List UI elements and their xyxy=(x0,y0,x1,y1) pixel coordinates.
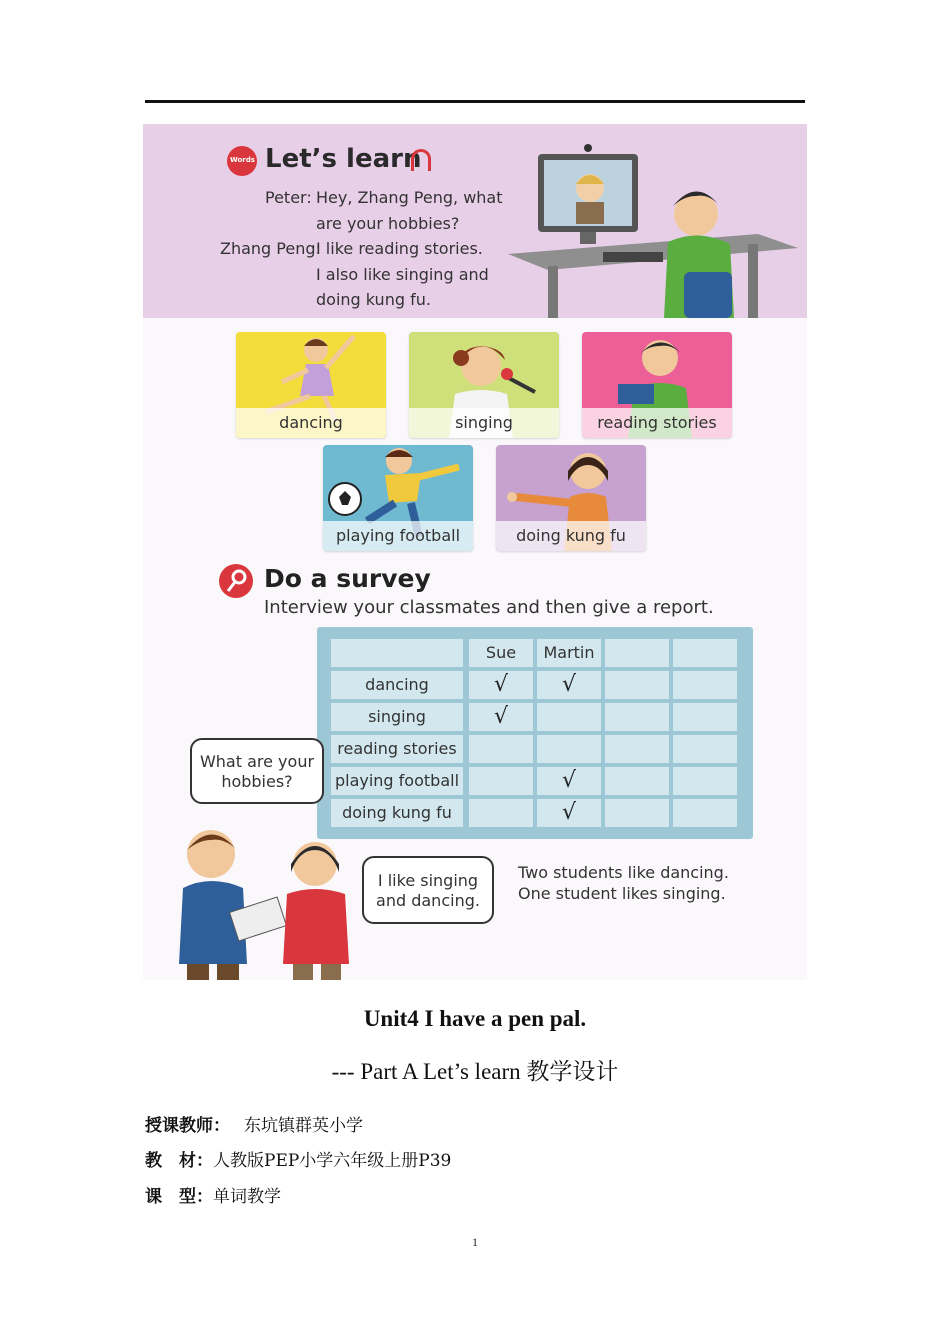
header-rule xyxy=(145,100,805,103)
hobby-card-singing xyxy=(409,332,559,438)
table-empty-cell xyxy=(605,735,669,763)
table-empty-cell xyxy=(673,735,737,763)
table-row-label: reading stories xyxy=(331,735,463,763)
table-empty-cell xyxy=(673,671,737,699)
bubble-line: What are your xyxy=(199,752,315,771)
table-empty-cell xyxy=(605,799,669,827)
table-row-label: playing football xyxy=(331,767,463,795)
meta-value: 单词教学 xyxy=(213,1187,281,1207)
document-subtitle: --- Part A Let’s learn 教学设计 xyxy=(331,1059,619,1084)
table-check-cell: √ xyxy=(537,767,601,795)
hobby-card-label: dancing xyxy=(236,408,386,438)
lets-learn-band xyxy=(143,124,807,318)
table-check-cell: √ xyxy=(537,671,601,699)
bubble-line: I like singing xyxy=(377,871,479,890)
dialogue-line: I like reading stories. xyxy=(316,239,483,258)
table-check-cell xyxy=(537,703,601,731)
table-empty-cell xyxy=(673,703,737,731)
hobby-card-label: playing football xyxy=(323,521,473,551)
lets-learn-title: Let’s learn xyxy=(265,144,422,174)
hobby-card-label: reading stories xyxy=(582,408,732,438)
meta-value: 东坑镇群英小学 xyxy=(244,1116,363,1136)
table-check-cell xyxy=(537,735,601,763)
table-header-sue: Sue xyxy=(469,639,533,667)
table-empty-cell xyxy=(605,671,669,699)
headphones-icon xyxy=(411,149,431,171)
dialogue-line: I also like singing and xyxy=(316,265,489,284)
hobby-card-playing-football xyxy=(323,445,473,551)
bubble-line: hobbies? xyxy=(221,772,293,791)
document-title: Unit4 I have a pen pal. xyxy=(363,1006,587,1031)
meta-label: 课 型： xyxy=(145,1187,213,1207)
table-check-cell: √ xyxy=(469,671,533,699)
computer-desk-illustration xyxy=(508,144,798,318)
table-check-cell xyxy=(469,735,533,763)
table-check-cell xyxy=(469,799,533,827)
table-row-label: doing kung fu xyxy=(331,799,463,827)
report-line: One student likes singing. xyxy=(518,884,726,903)
microphone-icon xyxy=(219,564,253,598)
hobby-card-label: doing kung fu xyxy=(496,521,646,551)
table-row-label: singing xyxy=(331,703,463,731)
hobby-card-doing-kung-fu xyxy=(496,445,646,551)
table-empty-cell xyxy=(605,767,669,795)
dialogue-speaker-peter: Peter: xyxy=(265,188,312,207)
dialogue-line: Hey, Zhang Peng, what xyxy=(316,188,503,207)
meta-material xyxy=(145,1146,451,1171)
report-line: Two students like dancing. xyxy=(518,863,729,882)
textbook-page-image xyxy=(143,124,807,980)
survey-kids-illustration xyxy=(163,814,363,980)
table-header-cell xyxy=(673,639,737,667)
meta-teacher xyxy=(145,1111,363,1136)
table-row-label: dancing xyxy=(331,671,463,699)
page-number: 1 xyxy=(472,1235,478,1249)
bubble-line: and dancing. xyxy=(376,891,480,910)
survey-title: Do a survey xyxy=(264,564,431,593)
hobby-card-reading-stories xyxy=(582,332,732,438)
meta-value: 人教版PEP小学六年级上册P39 xyxy=(213,1151,452,1171)
survey-subtitle: Interview your classmates and then give a report. xyxy=(264,597,714,618)
table-header-martin: Martin xyxy=(537,639,601,667)
hobby-card-label: singing xyxy=(409,408,559,438)
table-header-cell xyxy=(605,639,669,667)
survey-table xyxy=(317,627,753,839)
hobby-card-dancing xyxy=(236,332,386,438)
meta-label: 教 材： xyxy=(145,1151,213,1171)
speech-bubble-answer xyxy=(362,856,494,924)
words-badge-text: Words xyxy=(230,156,255,164)
table-empty-cell xyxy=(673,767,737,795)
survey-report xyxy=(518,862,729,904)
table-empty-cell xyxy=(673,799,737,827)
meta-label: 授课教师： xyxy=(145,1116,230,1136)
table-check-cell: √ xyxy=(537,799,601,827)
dialogue-line: are your hobbies? xyxy=(316,214,460,233)
meta-lesson-type xyxy=(145,1182,281,1207)
speech-bubble-question xyxy=(190,738,324,804)
words-badge-icon xyxy=(227,146,257,176)
dialogue-line: doing kung fu. xyxy=(316,290,431,309)
table-check-cell xyxy=(469,767,533,795)
table-check-cell: √ xyxy=(469,703,533,731)
table-header-cell xyxy=(331,639,463,667)
dialogue-speaker-zhang-peng: Zhang Peng: xyxy=(220,239,321,258)
table-empty-cell xyxy=(605,703,669,731)
